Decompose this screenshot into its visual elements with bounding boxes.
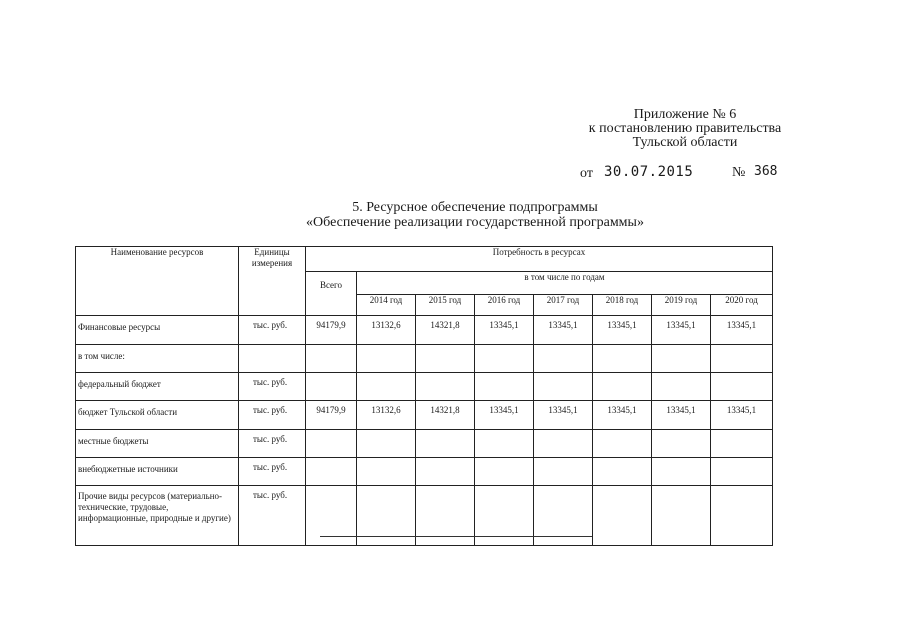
row-year-value: 14321,8 <box>416 316 475 345</box>
row-year-value: 13345,1 <box>652 401 711 430</box>
row-year-value <box>475 430 534 458</box>
row-year-value <box>711 373 773 401</box>
row-year-value: 14321,8 <box>416 401 475 430</box>
row-name: бюджет Тульской области <box>76 401 239 430</box>
title-line-1: 5. Ресурсное обеспечение подпрограммы <box>352 200 598 215</box>
row-year-value <box>593 486 652 546</box>
row-year-value <box>652 345 711 373</box>
document-title <box>250 200 700 230</box>
row-year-value: 13345,1 <box>534 401 593 430</box>
resource-table <box>75 246 773 546</box>
row-year-value <box>416 430 475 458</box>
row-year-value: 13132,6 <box>357 316 416 345</box>
header-total: Всего <box>306 272 357 316</box>
row-name: внебюджетные источники <box>76 458 239 486</box>
table-row <box>76 401 773 430</box>
row-year-value: 13345,1 <box>652 316 711 345</box>
row-year-value <box>711 430 773 458</box>
row-year-value <box>357 430 416 458</box>
header-by-years: в том числе по годам <box>357 272 773 295</box>
row-unit: тыс. руб. <box>239 486 306 546</box>
appendix-line: Тульской области <box>632 135 738 150</box>
row-year-value: 13345,1 <box>475 401 534 430</box>
row-year-value <box>416 458 475 486</box>
date-prefix: от <box>580 166 593 181</box>
row-year-value: 13345,1 <box>534 316 593 345</box>
table-row <box>76 458 773 486</box>
document-dateline <box>580 164 800 184</box>
row-unit: тыс. руб. <box>239 373 306 401</box>
row-year-value: 13345,1 <box>593 316 652 345</box>
row-year-value <box>652 373 711 401</box>
row-total <box>306 373 357 401</box>
row-year-value <box>357 458 416 486</box>
row-unit: тыс. руб. <box>239 458 306 486</box>
header-year: 2016 год <box>475 295 534 316</box>
row-year-value <box>357 373 416 401</box>
table-row <box>76 316 773 345</box>
row-year-value <box>534 373 593 401</box>
header-year: 2015 год <box>416 295 475 316</box>
row-year-value <box>534 430 593 458</box>
number-sign: № <box>732 165 746 180</box>
row-total <box>306 430 357 458</box>
document-number: 368 <box>754 164 778 179</box>
row-year-value <box>534 458 593 486</box>
closing-line <box>320 536 592 537</box>
table-row <box>76 430 773 458</box>
appendix-line: к постановлению правительства <box>588 121 782 136</box>
row-total <box>306 458 357 486</box>
row-unit: тыс. руб. <box>239 316 306 345</box>
row-year-value: 13345,1 <box>711 401 773 430</box>
row-year-value <box>593 458 652 486</box>
row-year-value <box>593 345 652 373</box>
row-total <box>306 345 357 373</box>
row-year-value <box>357 345 416 373</box>
row-year-value <box>475 345 534 373</box>
row-name: местные бюджеты <box>76 430 239 458</box>
row-year-value <box>416 345 475 373</box>
appendix-header <box>560 108 810 150</box>
header-need: Потребность в ресурсах <box>306 247 773 272</box>
row-total: 94179,9 <box>306 316 357 345</box>
row-year-value <box>475 458 534 486</box>
row-year-value <box>534 345 593 373</box>
header-year: 2018 год <box>593 295 652 316</box>
row-year-value <box>593 430 652 458</box>
row-year-value: 13345,1 <box>711 316 773 345</box>
row-total: 94179,9 <box>306 401 357 430</box>
row-year-value <box>652 486 711 546</box>
row-name: Прочие виды ресурсов (материально-технические, трудовые, информационные, природные и другие) <box>76 486 239 546</box>
row-unit: тыс. руб. <box>239 430 306 458</box>
row-year-value: 13132,6 <box>357 401 416 430</box>
row-year-value: 13345,1 <box>475 316 534 345</box>
row-year-value <box>652 430 711 458</box>
header-year: 2019 год <box>652 295 711 316</box>
row-name: в том числе: <box>76 345 239 373</box>
row-year-value: 13345,1 <box>593 401 652 430</box>
row-year-value <box>593 373 652 401</box>
header-units: Единицы измерения <box>239 247 306 316</box>
row-name: федеральный бюджет <box>76 373 239 401</box>
header-year: 2017 год <box>534 295 593 316</box>
row-name: Финансовые ресурсы <box>76 316 239 345</box>
table-row <box>76 373 773 401</box>
row-year-value <box>711 345 773 373</box>
table-row <box>76 345 773 373</box>
row-year-value <box>711 458 773 486</box>
header-year: 2014 год <box>357 295 416 316</box>
appendix-line: Приложение № 6 <box>633 107 737 122</box>
header-year: 2020 год <box>711 295 773 316</box>
document-date: 30.07.2015 <box>604 164 694 180</box>
row-year-value <box>711 486 773 546</box>
title-line-2: «Обеспечение реализации государственной программы» <box>306 215 644 230</box>
row-unit: тыс. руб. <box>239 401 306 430</box>
row-year-value <box>416 373 475 401</box>
row-unit <box>239 345 306 373</box>
row-year-value <box>475 373 534 401</box>
header-resource-name: Наименование ресурсов <box>76 247 239 316</box>
row-year-value <box>652 458 711 486</box>
